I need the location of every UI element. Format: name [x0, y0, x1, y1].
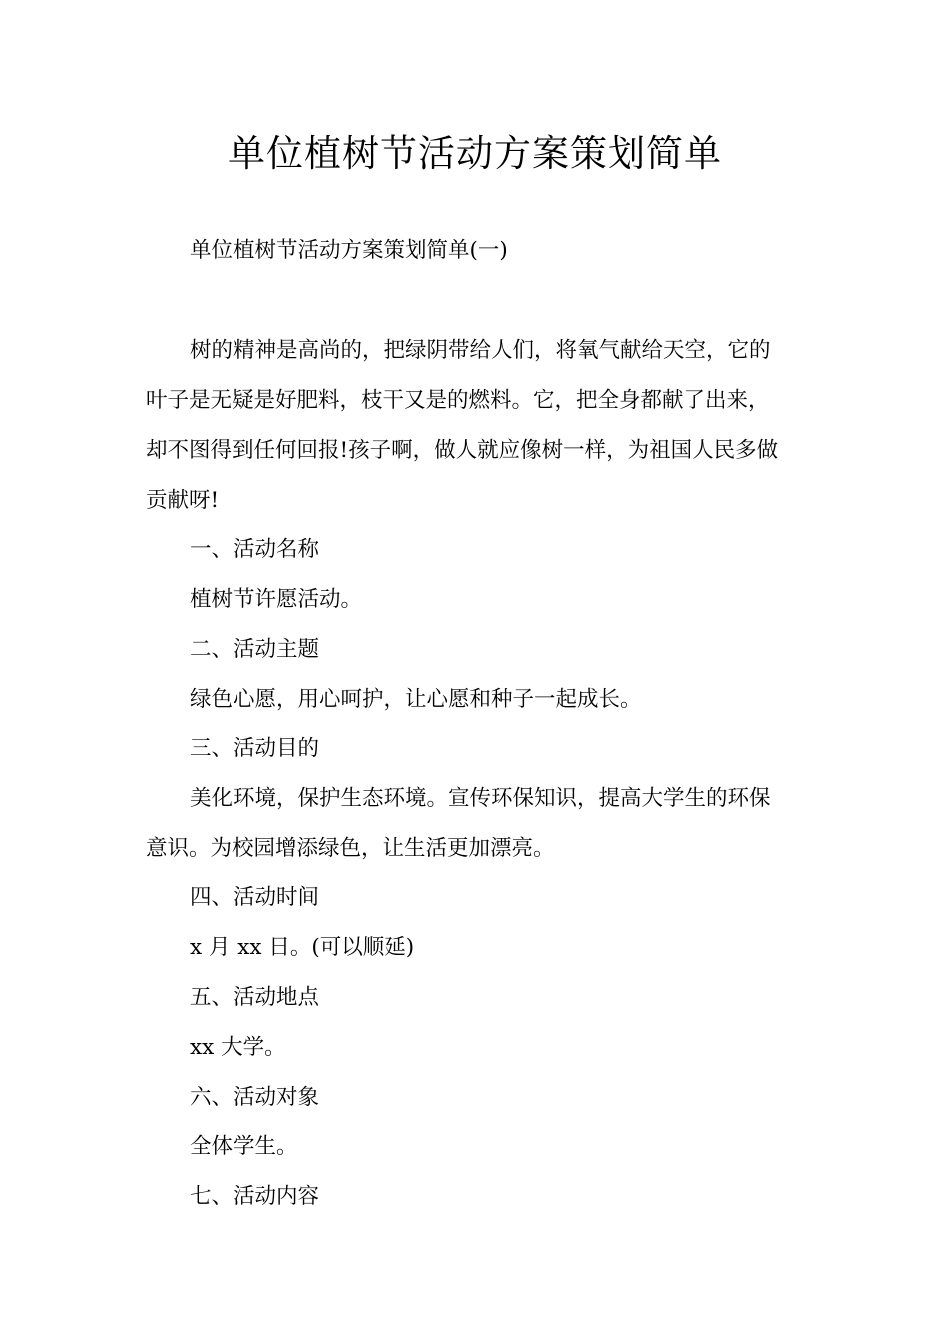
section-heading-time: 四、活动时间	[190, 885, 320, 910]
section-content-name: 植树节许愿活动。	[190, 587, 363, 612]
section-content-purpose-line-1: 美化环境，保护生态环境。宣传环保知识，提高大学生的环保	[190, 786, 771, 811]
intro-line-1: 树的精神是高尚的，把绿阴带给人们，将氧气献给天空，它的	[190, 338, 771, 363]
section-content-location: xx 大学。	[190, 1035, 286, 1060]
intro-line-4: 贡献呀!	[146, 488, 220, 513]
section-content-purpose-line-2: 意识。为校园增添绿色，让生活更加漂亮。	[146, 836, 555, 861]
section-content-time: x 月 xx 日。(可以顺延)	[190, 935, 415, 960]
section-heading-audience: 六、活动对象	[190, 1085, 320, 1110]
section-heading-theme: 二、活动主题	[190, 637, 320, 662]
section-content-theme: 绿色心愿，用心呵护，让心愿和种子一起成长。	[190, 687, 642, 712]
section-content-audience: 全体学生。	[190, 1134, 298, 1159]
document-subtitle: 单位植树节活动方案策划简单(一)	[190, 238, 508, 263]
section-heading-name: 一、活动名称	[190, 537, 320, 562]
section-heading-purpose: 三、活动目的	[190, 736, 320, 761]
intro-line-3: 却不图得到任何回报!孩子啊，做人就应像树一样，为祖国人民多做	[146, 438, 779, 463]
intro-line-2: 叶子是无疑是好肥料，枝干又是的燃料。它，把全身都献了出来，	[146, 388, 770, 413]
document-title: 单位植树节活动方案策划简单	[228, 132, 722, 175]
section-heading-location: 五、活动地点	[190, 985, 320, 1010]
section-heading-content: 七、活动内容	[190, 1184, 320, 1209]
